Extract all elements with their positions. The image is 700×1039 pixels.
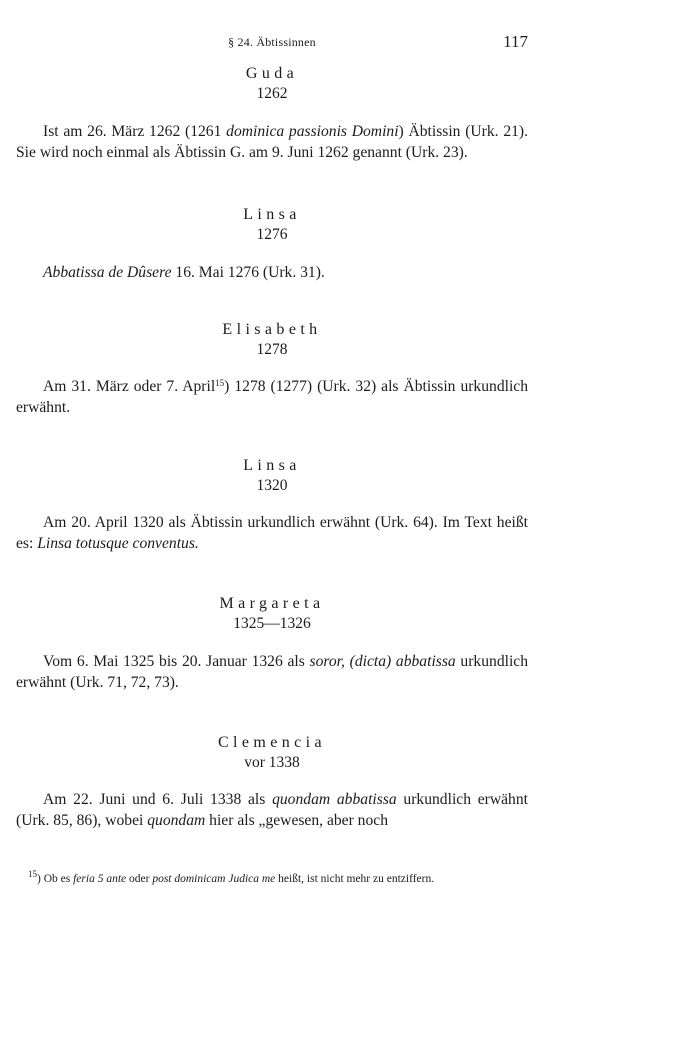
entry-heading xyxy=(16,733,528,773)
abbess-name: Margareta xyxy=(219,595,325,612)
abbess-name: Elisabeth xyxy=(222,321,322,338)
entry-text: Abbatissa de Dûsere 16. Mai 1276 (Urk. 31). xyxy=(43,264,325,281)
footnote-number: 15 xyxy=(28,869,37,879)
abbess-name: Guda xyxy=(245,65,299,82)
entry-text: Am 20. April 1320 als Äbtissin urkundlich erwähnt (Urk. 64). Im Text heißt es: Linsa totusque conventus. xyxy=(16,514,528,552)
entry-text: Am 22. Juni und 6. Juli 1338 als quondam abbatissa urkundlich erwähnt (Urk. 85, 86), wobei quondam hier als „gewesen, aber noch xyxy=(16,791,528,829)
page-number: 117 xyxy=(503,32,528,51)
entry-heading xyxy=(16,594,528,634)
abbess-years: 1320 xyxy=(256,477,288,494)
footnote-marker: 15 xyxy=(215,378,225,388)
abbess-years: 1278 xyxy=(256,341,288,358)
abbess-years: 1325—1326 xyxy=(233,615,311,632)
abbess-name: Linsa xyxy=(243,206,301,223)
book-page xyxy=(16,0,528,1039)
abbess-name: Clemencia xyxy=(217,734,326,751)
entry-text: Am 31. März oder 7. April$^{15}$) 1278 (1277) (Urk. 32) als Äbtissin urkundlich erwähnt. xyxy=(16,378,529,416)
entry-heading xyxy=(16,456,528,496)
abbess-years: 1276 xyxy=(256,226,288,243)
entry-text: Ist am 26. März 1262 (1261 dominica passionis Domini) Äbtissin (Urk. 21). Sie wird noch einmal als Äbtissin G. am 9. Juni 1262 genannt (Urk. 23). xyxy=(16,123,529,161)
abbess-years: 1262 xyxy=(256,85,288,102)
section-title: § 24. Äbtissinnen xyxy=(228,35,316,49)
entry-heading xyxy=(16,205,528,245)
running-head xyxy=(16,32,528,52)
entry-heading xyxy=(16,64,528,104)
abbess-name: Linsa xyxy=(243,457,301,474)
entry-heading xyxy=(16,320,528,360)
abbess-years: vor 1338 xyxy=(244,754,300,771)
entry-text: Vom 6. Mai 1325 bis 20. Januar 1326 als soror, (dicta) abbatissa urkundlich erwähnt (Urk. 71, 72, 73). xyxy=(16,653,528,691)
footnote: $^{15}$) Ob es feria 5 ante oder post dominicam Judica me heißt, ist nicht mehr zu entziffern. xyxy=(28,869,435,885)
